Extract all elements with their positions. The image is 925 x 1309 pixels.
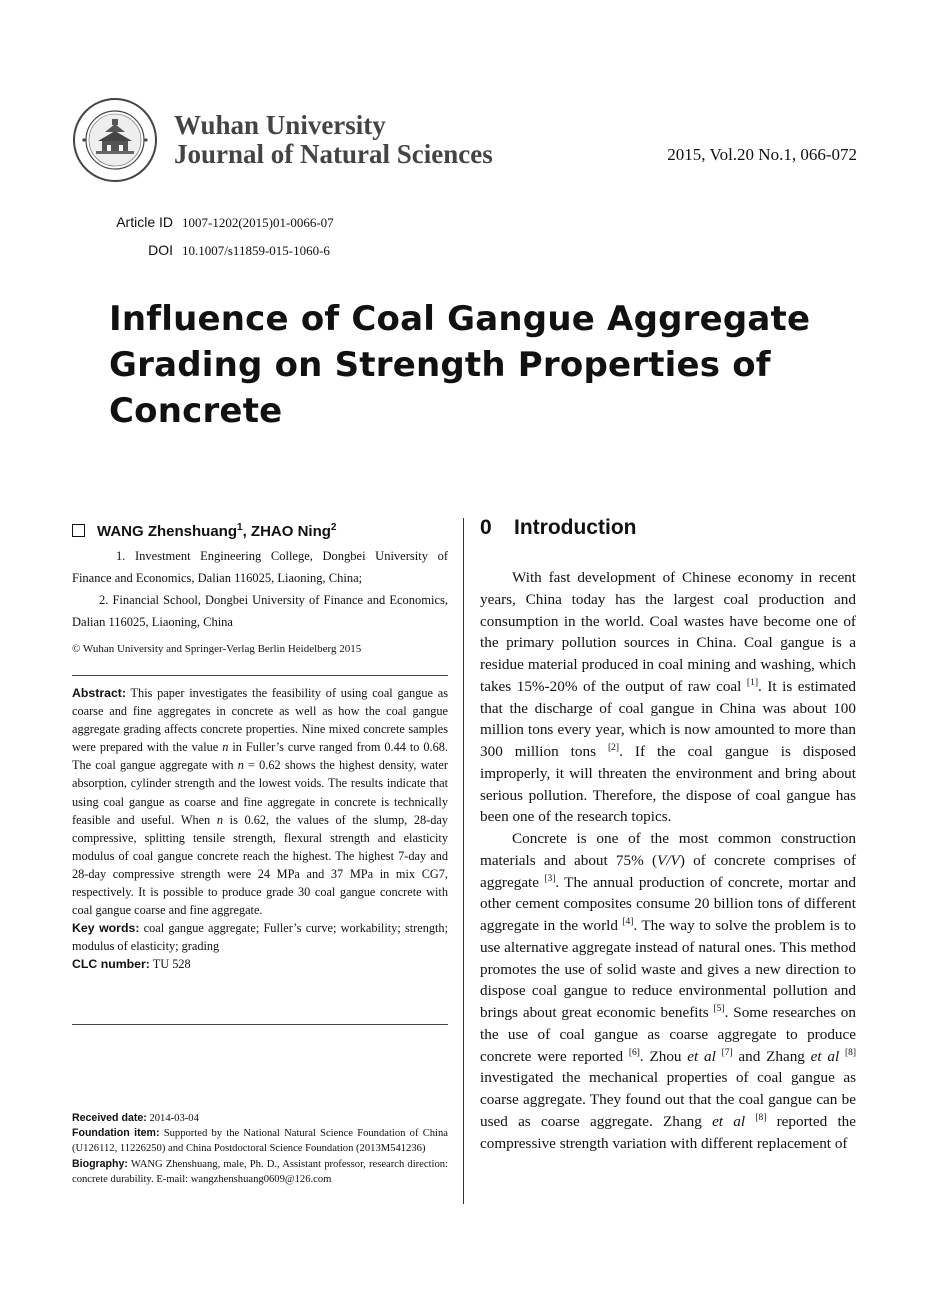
issue-info: 2015, Vol.20 No.1, 066-072 xyxy=(667,145,857,164)
article-id-value: 1007-1202(2015)01-0066-07 xyxy=(182,215,334,230)
received-date: Received date: 2014-03-04 xyxy=(72,1112,199,1124)
section-heading xyxy=(480,516,636,540)
citation-ref[interactable]: [4] xyxy=(622,916,634,927)
keywords-label: Key words: xyxy=(72,921,140,936)
copyright-notice: © Wuhan University and Springer-Verlag Berlin Heidelberg 2015 xyxy=(72,643,362,655)
citation-ref[interactable]: [1] xyxy=(746,677,758,688)
footnotes-block xyxy=(72,1111,448,1187)
citation-ref[interactable]: [8] xyxy=(844,1047,857,1058)
citation-ref[interactable]: [5] xyxy=(713,1003,725,1014)
abstract-top-rule xyxy=(72,675,448,676)
citation-ref[interactable]: [3] xyxy=(544,873,556,884)
body-paragraph-1: With fast development of Chinese economy in recent years, China today has the largest coal production and consumption in the world. Coal wastes have become one of the primary pollution sources in China. Coal gangue is a residue material produced in coal mining and washing, which takes 15%-20% of the output of raw coal [1]. It is estimated that the discharge of coal gangue in China was about 100 million tons every year, which is now amounted to more than 300 million tons [2]. If the coal gangue is disposed improperly, it will threaten the environment and bring about serious pollution. Therefore, the dispose of coal gangue has been one of the research topics. xyxy=(480,569,857,826)
citation-ref[interactable]: [8] xyxy=(755,1112,767,1123)
author-2: ZHAO Ning xyxy=(250,523,331,540)
article-id-label: Article ID xyxy=(116,214,173,230)
abstract-paragraph: Abstract: This paper investigates the feasibility of using coal gangue as coarse and fine aggregates in concrete as well as how the coal gangue aggregate grading affects concrete properties. Nine mixed concrete samples were prepared with the value n in Fuller’s curve ranged from 0.44 to 0.68. The coal gangue aggregate with n = 0.62 shows the highest density, water absorption, cylinder strength and the lowest voids. The results indicate that using coal gangue as coarse and fine aggregate in concrete is technically feasible and useful. When n is 0.62, the values of the slump, 28-day compressive, splitting tensile strength, flexural strength and elasticity modulus of coal gangue concrete reach the highest. The highest 7-day and 28-day compressive strength were 24 MPa and 37 MPa in mix CG7, respectively. It is possible to produce grade 30 coal gangue concrete with coal gangue coarse and fine aggregate. xyxy=(72,686,448,918)
clc-number: CLC number: TU 528 xyxy=(72,957,191,972)
affiliation-1: 1. Investment Engineering College, Dongbei University of Finance and Economics, Dalian 116025, Liaoning, China; xyxy=(72,549,448,585)
doi-label: DOI xyxy=(148,242,173,258)
university-seal-logo xyxy=(72,97,158,183)
biography: Biography: WANG Zhenshuang, male, Ph. D., Assistant professor, research direction: concrete durability. E-mail: wangzhenshuang0609@126.com xyxy=(72,1157,448,1185)
author-checkbox-icon xyxy=(72,524,85,537)
abstract-label: Abstract: xyxy=(72,686,126,700)
section-number: 0 xyxy=(480,516,492,539)
foundation-item: Foundation item: Supported by the National Natural Science Foundation of China (U126112, 11226250) and China Postdoctoral Science Foundation (2013M541236) xyxy=(72,1127,449,1155)
article-title: Influence of Coal Gangue Aggregate Grading on Strength Properties of Concrete xyxy=(109,299,811,431)
column-divider xyxy=(463,518,464,1204)
affiliation-2: 2. Financial School, Dongbei University of Finance and Economics, Dalian 116025, Liaoning, China xyxy=(72,593,448,629)
author-line: WANG Zhenshuang$^1$, ZHAO Ning$^2$ xyxy=(72,522,336,540)
citation-ref[interactable]: [6] xyxy=(628,1047,640,1058)
author-1: WANG Zhenshuang xyxy=(97,523,237,540)
section-title: Introduction xyxy=(514,516,637,539)
journal-name-line2: Journal of Natural Sciences xyxy=(174,139,493,169)
keywords: Key words: coal gangue aggregate; Fuller’s curve; workability; strength; modulus of elasticity; grading xyxy=(72,921,448,954)
abstract-bottom-rule xyxy=(72,1024,448,1025)
journal-name-line1: Wuhan University xyxy=(174,110,386,140)
body-text xyxy=(480,567,856,1154)
body-paragraph-2: Concrete is one of the most common construction materials and about 75% (V/V) of concrete comprises of aggregate [3]. The annual production of concrete, mortar and other cement composites consume 20 billion tons of different aggregate in the world [4]. The way to solve the problem is to use alternative aggregate instead of natural ones. This method promotes the use of solid waste and gives a new direction to dispose coal gangue to reduce environmental pollution and brings about great economic benefits [5]. Some researches on the use of coal gangue as coarse aggregate to produce concrete were reported [6]. Zhou et al [7] and Zhang et al [8] investigated the mechanical properties of coal gangue as coarse aggregate. They found out that the coal gangue can be used as coarse aggregate. Zhang et al [8] reported the compressive strength variation with different replacement of xyxy=(480,830,857,1152)
citation-ref[interactable]: [2] xyxy=(608,742,620,753)
citation-ref[interactable]: [7] xyxy=(721,1047,733,1058)
doi-value: 10.1007/s11859-015-1060-6 xyxy=(182,243,330,258)
abstract-block xyxy=(72,684,448,974)
clc-label: CLC number: xyxy=(72,957,150,972)
